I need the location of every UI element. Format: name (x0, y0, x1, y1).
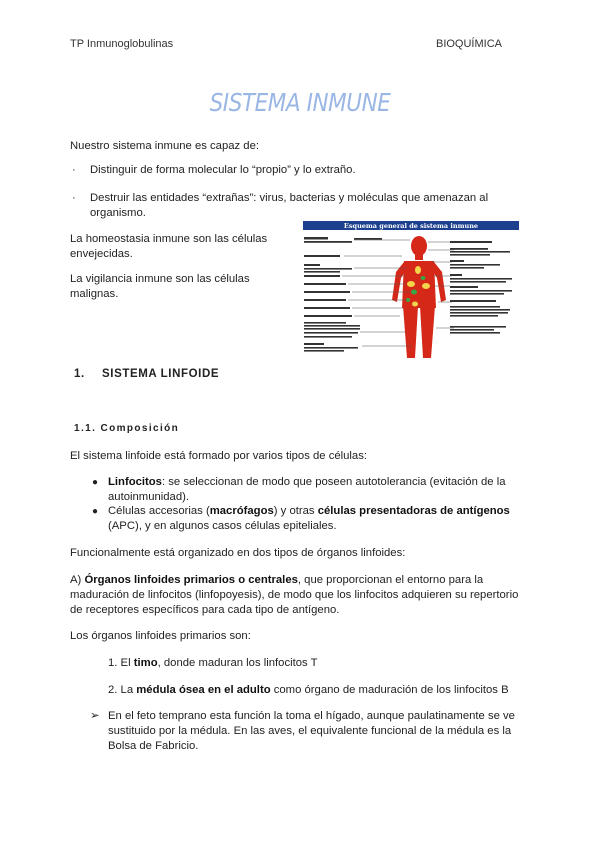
list-marker: ● (92, 477, 99, 488)
list-item: Células accesorias (macrófagos) y otras células presentadoras de antígenos (APC), y en algunos casos células epiteliales. (108, 505, 510, 532)
paragraph-1: El sistema linfoide está formado por varios tipos de células: (70, 450, 368, 462)
numbered-item: 1. El timo, donde maduran los linfocitos T (108, 657, 318, 669)
section-heading-1: 1. SISTEMA LINFOIDE (74, 368, 220, 380)
bullet-marker: · (72, 192, 76, 204)
list-item: Linfocitos: se seleccionan de modo que poseen autotolerancia (evitación de la autoinmunidad). (108, 476, 506, 503)
numbered-item: 2. La médula ósea en el adulto como órgano de maduración de los linfocitos B (108, 684, 509, 696)
page-title: SISTEMA INMUNE (209, 88, 391, 117)
immune-system-figure (302, 220, 520, 362)
arrow-item: En el feto temprano esta función la toma el hígado, aunque paulatinamente se ve sustituido por la médula. En las aves, el equivalente funcional de la médula es la Bolsa de Fabricio. (108, 710, 515, 752)
paragraph-3: A) Órganos linfoides primarios o centrales, que proporcionan el entorno para la maduración de linfocitos (linfopoyesis), de modo que los linfocitos adquieren su repertorio de receptores específicos para cada tipo de antígeno. (70, 574, 519, 616)
header-left: TP Inmunoglobulinas (70, 38, 174, 50)
arrow-marker: ➢ (90, 710, 100, 722)
bullet-item: Destruir las entidades “extrañas”: virus, bacterias y moléculas que amenazan al organismo. (90, 192, 489, 219)
body-diagram (302, 220, 520, 362)
intro-text: Nuestro sistema inmune es capaz de: (70, 140, 260, 152)
vigilancia-text: La vigilancia inmune son las células malignas. (70, 273, 250, 300)
paragraph-2: Funcionalmente está organizado en dos tipos de órganos linfoides: (70, 547, 406, 559)
header-right: BIOQUÍMICA (435, 38, 502, 50)
bullet-marker: · (72, 164, 76, 176)
paragraph-4: Los órganos linfoides primarios son: (70, 630, 251, 642)
section-heading-1-1: 1.1. Composición (74, 423, 180, 434)
list-marker: ● (92, 506, 99, 517)
homeostasis-text: La homeostasia inmune son las células envejecidas. (70, 233, 268, 260)
bullet-item: Distinguir de forma molecular lo “propio” y lo extraño. (90, 164, 356, 176)
figure-caption: Esquema general de sistema inmune (343, 222, 479, 230)
